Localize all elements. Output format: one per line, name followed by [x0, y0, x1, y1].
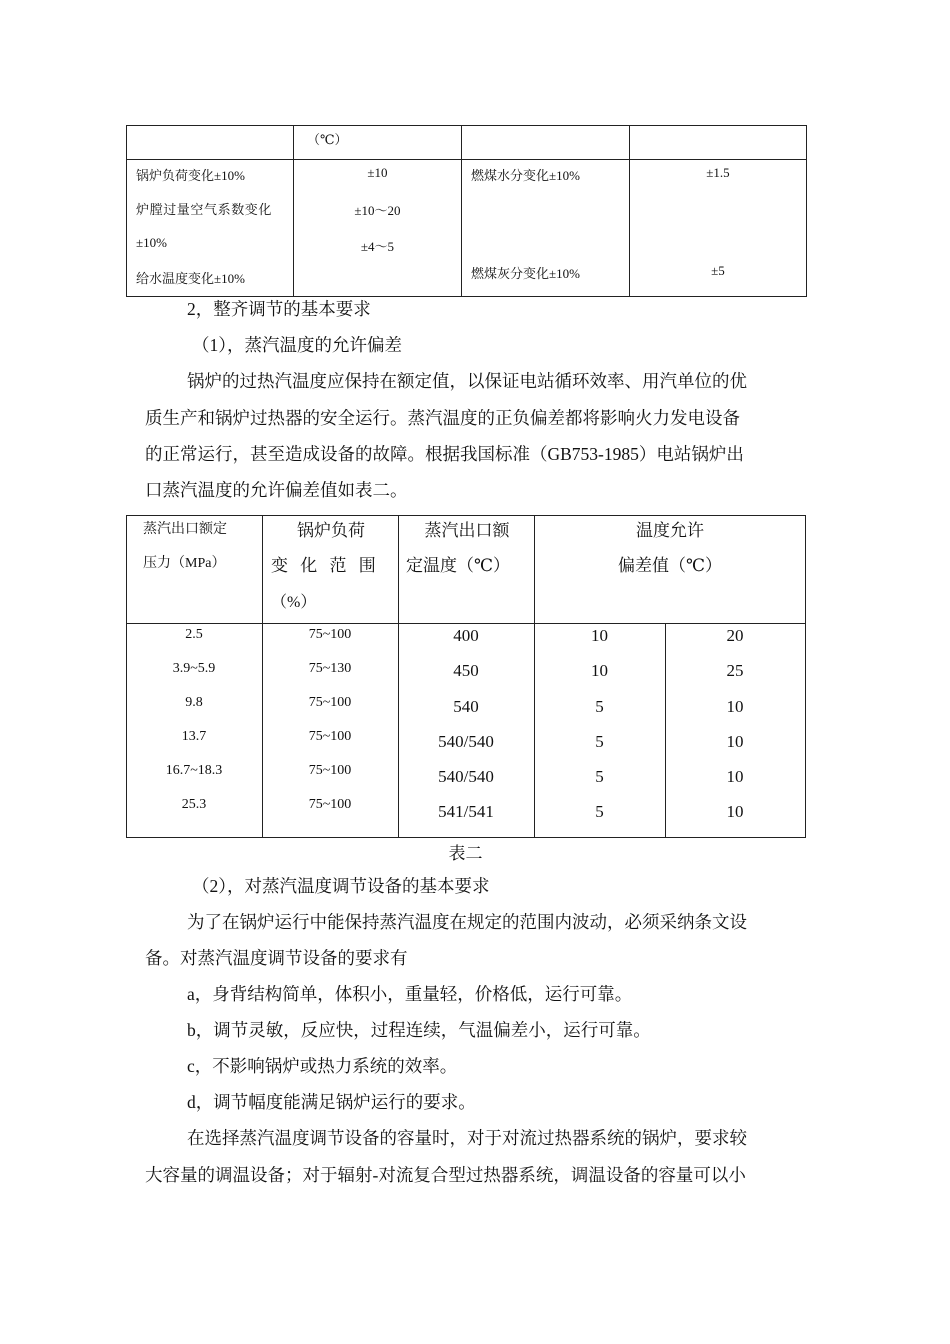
- table1-value: ±10〜20: [354, 203, 401, 218]
- cell-load: 75~100: [308, 695, 352, 710]
- list-item: d，调节幅度能满足锅炉运行的要求。: [187, 1092, 476, 1112]
- cell-load: 75~130: [308, 661, 352, 676]
- cell-pressure: 9.8: [185, 695, 203, 710]
- table1-label: ±10%: [136, 235, 167, 250]
- paragraph-line: 在选择蒸汽温度调节设备的容量时，对于对流过热器系统的锅炉，要求较: [187, 1128, 747, 1148]
- table-caption: 表二: [448, 844, 483, 863]
- cell-temp: 540: [453, 697, 479, 716]
- table1-value: ±5: [711, 263, 725, 278]
- cell-dev-high: 25: [726, 661, 744, 680]
- cell-load: 75~100: [308, 797, 352, 812]
- cell-pressure: 13.7: [181, 729, 207, 744]
- cell-temp: 540/540: [438, 732, 494, 751]
- header-text: 蒸汽出口额: [424, 521, 510, 540]
- cell-dev-low: 5: [595, 697, 604, 716]
- subsection-heading-1: （1），蒸汽温度的允许偏差: [192, 335, 402, 355]
- cell-dev-low: 10: [591, 661, 608, 680]
- table1-header-cell: [630, 126, 807, 160]
- cell-load: 75~100: [308, 627, 352, 642]
- cell-dev-high: 20: [726, 626, 744, 645]
- cell-dev-low: 5: [595, 802, 604, 821]
- cell-dev-high: 10: [726, 767, 744, 786]
- header-text: （%）: [271, 594, 317, 611]
- table1-label: 给水温度变化±10%: [136, 271, 245, 286]
- table1-label: 炉膛过量空气系数变化: [136, 202, 273, 217]
- cell-temp: 540/540: [438, 767, 494, 786]
- table1-label: 燃煤水分变化±10%: [471, 168, 580, 183]
- header-text: 压力（MPa）: [143, 556, 226, 571]
- table1-unit: （℃）: [307, 132, 348, 147]
- paragraph-line: 质生产和锅炉过热器的安全运行。蒸汽温度的正负偏差都将影响火力发电设备: [145, 408, 740, 428]
- header-text: 偏差值（℃）: [617, 556, 723, 575]
- cell-dev-high: 10: [726, 732, 744, 751]
- table1-header-cell: [462, 126, 630, 160]
- table1-value: ±1.5: [706, 165, 730, 180]
- table1-header-cell: [127, 126, 294, 160]
- cell-dev-low: 5: [595, 732, 604, 751]
- paragraph-line: 备。对蒸汽温度调节设备的要求有: [145, 948, 408, 968]
- cell-pressure: 25.3: [181, 797, 207, 812]
- list-item: b，调节灵敏，反应快，过程连续，气温偏差小，运行可靠。: [187, 1020, 651, 1040]
- list-item: c，不影响锅炉或热力系统的效率。: [187, 1056, 458, 1076]
- cell-temp: 400: [453, 626, 479, 645]
- table1-value: ±10: [367, 165, 388, 180]
- paragraph-line: 口蒸汽温度的允许偏差值如表二。: [145, 480, 408, 500]
- cell-dev-low: 10: [591, 626, 608, 645]
- cell-temp: 541/541: [438, 802, 494, 821]
- table1-value: ±4〜5: [360, 239, 395, 254]
- cell-pressure: 3.9~5.9: [172, 661, 216, 676]
- subsection-heading-2: （2），对蒸汽温度调节设备的基本要求: [192, 876, 490, 896]
- paragraph-line: 锅炉的过热汽温度应保持在额定值，以保证电站循环效率、用汽单位的优: [187, 371, 747, 391]
- paragraph-line: 为了在锅炉运行中能保持蒸汽温度在规定的范围内波动，必须采纳条文设: [187, 912, 747, 932]
- paragraph-line: 的正常运行，甚至造成设备的故障。根据我国标准（GB753-1985）电站锅炉出: [145, 444, 744, 464]
- table1-label: 燃煤灰分变化±10%: [471, 266, 580, 281]
- section-heading: 2，整齐调节的基本要求: [187, 299, 371, 319]
- cell-pressure: 16.7~18.3: [165, 763, 223, 778]
- list-item: a，身背结构简单，体积小，重量轻，价格低，运行可靠。: [187, 984, 633, 1004]
- header-text: 变 化 范 围: [271, 556, 380, 575]
- cell-dev-high: 10: [726, 802, 744, 821]
- table1-label: 锅炉负荷变化±10%: [136, 168, 245, 183]
- cell-load: 75~100: [308, 763, 352, 778]
- header-text: 锅炉负荷: [297, 521, 365, 540]
- cell-dev-high: 10: [726, 697, 744, 716]
- header-text: 温度允许: [636, 521, 704, 540]
- cell-pressure: 2.5: [185, 627, 203, 642]
- cell-temp: 450: [453, 661, 479, 680]
- cell-load: 75~100: [308, 729, 352, 744]
- header-text: 定温度（℃）: [406, 556, 511, 575]
- cell-dev-low: 5: [595, 767, 604, 786]
- header-text: 蒸汽出口额定: [143, 522, 227, 537]
- paragraph-line: 大容量的调温设备；对于辐射-对流复合型过热器系统，调温设备的容量可以小: [145, 1165, 746, 1185]
